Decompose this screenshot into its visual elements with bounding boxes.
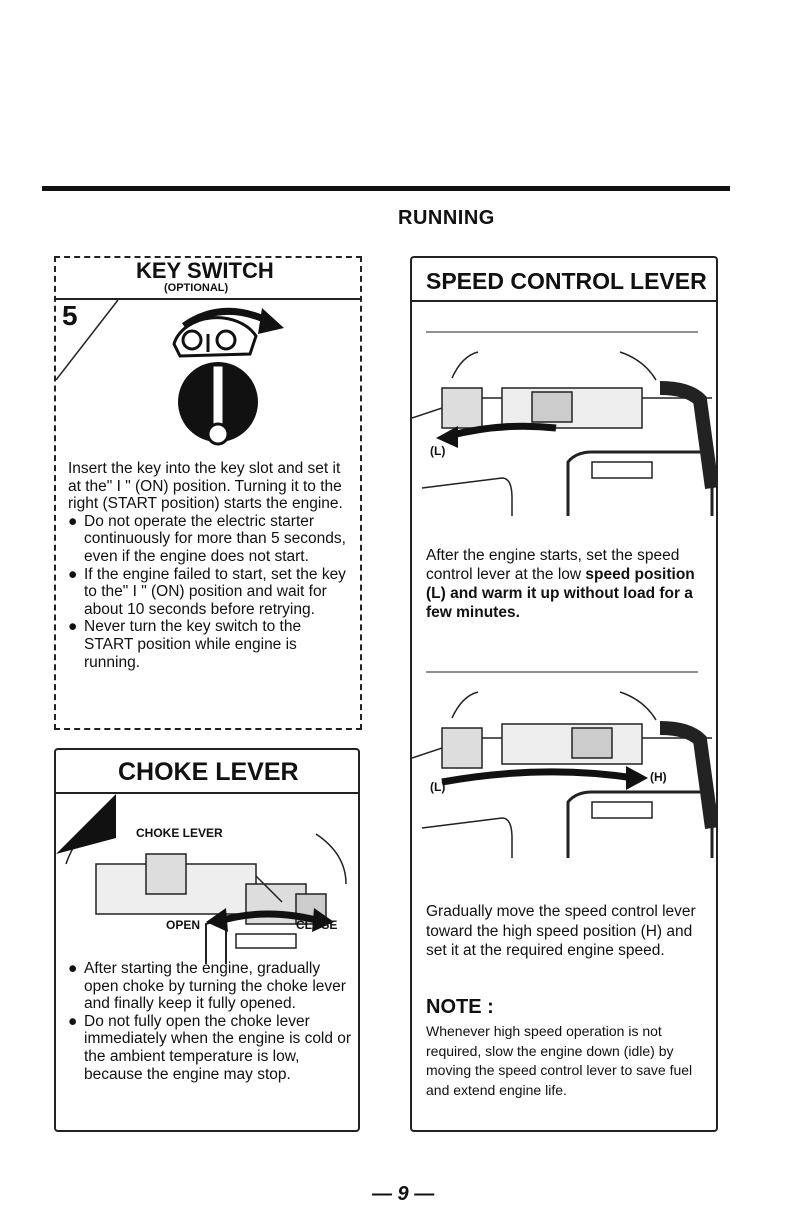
choke-lever-label: CHOKE LEVER [136, 826, 223, 840]
choke-bullet-1: ● After starting the engine, gradually open choke by turning the choke lever and finally keep it fully opened. [68, 960, 352, 1013]
key-switch-title: KEY SWITCH [136, 258, 274, 283]
speed-control-box [410, 256, 718, 1132]
speed-low-label-1: (L) [430, 444, 446, 458]
speed-high-label: (H) [650, 770, 667, 784]
top-rule [42, 186, 730, 191]
key-switch-text [68, 460, 348, 671]
speed-high-text: Gradually move the speed control lever toward the high speed position (H) and set it at the required engine speed. [426, 903, 696, 959]
note-title: NOTE : [426, 996, 494, 1018]
key-switch-subtitle: (OPTIONAL) [164, 282, 229, 294]
key-switch-knob-icon [166, 304, 286, 464]
choke-close-label: CLOSE [296, 918, 338, 932]
page-number: — 9 — [372, 1183, 435, 1205]
key-switch-intro: Insert the key into the key slot and set it at the" I " (ON) position. Turning it to the right (START position) starts the engine. [68, 460, 343, 513]
note-text: Whenever high speed operation is not required, slow the engine down (idle) by moving the speed control lever to save fuel and extend engine life. [426, 1023, 693, 1098]
speed-warmup-text [426, 546, 708, 622]
key-switch-bullet-2: ● If the engine failed to start, set the key to the" I " (ON) position and wait for about 10 seconds before retrying. [68, 566, 348, 619]
choke-bullet-2: ● Do not fully open the choke lever immediately when the engine is cold or the ambient temperature is low, because the engine may stop. [68, 1013, 352, 1083]
choke-lever-box [54, 748, 360, 1132]
speed-low-illustration [412, 328, 716, 516]
speed-warmup-text-part1: After the engine starts, set the speed control lever at the low [426, 547, 680, 583]
section-title: RUNNING [398, 207, 495, 229]
step-number-6: 6 [66, 804, 82, 835]
choke-lever-title: CHOKE LEVER [118, 758, 299, 786]
key-switch-box [54, 256, 362, 730]
step-number-5: 5 [62, 300, 78, 331]
choke-open-label: OPEN [166, 918, 201, 932]
speed-control-divider [412, 300, 716, 302]
choke-illustration [56, 794, 358, 964]
key-switch-bullet-3: ● Never turn the key switch to the START position while engine is running. [68, 618, 348, 671]
choke-text [68, 960, 352, 1083]
key-switch-bullet-1: ● Do not operate the electric starter continuously for more than 5 seconds, even if the engine does not start. [68, 513, 348, 566]
speed-high-illustration [412, 668, 716, 858]
speed-warmup-text-part2: speed position (L) and warm it up without load for a few minutes. [426, 566, 695, 621]
speed-control-title: SPEED CONTROL LEVER [426, 268, 707, 294]
speed-low-label-2: (L) [430, 780, 446, 794]
